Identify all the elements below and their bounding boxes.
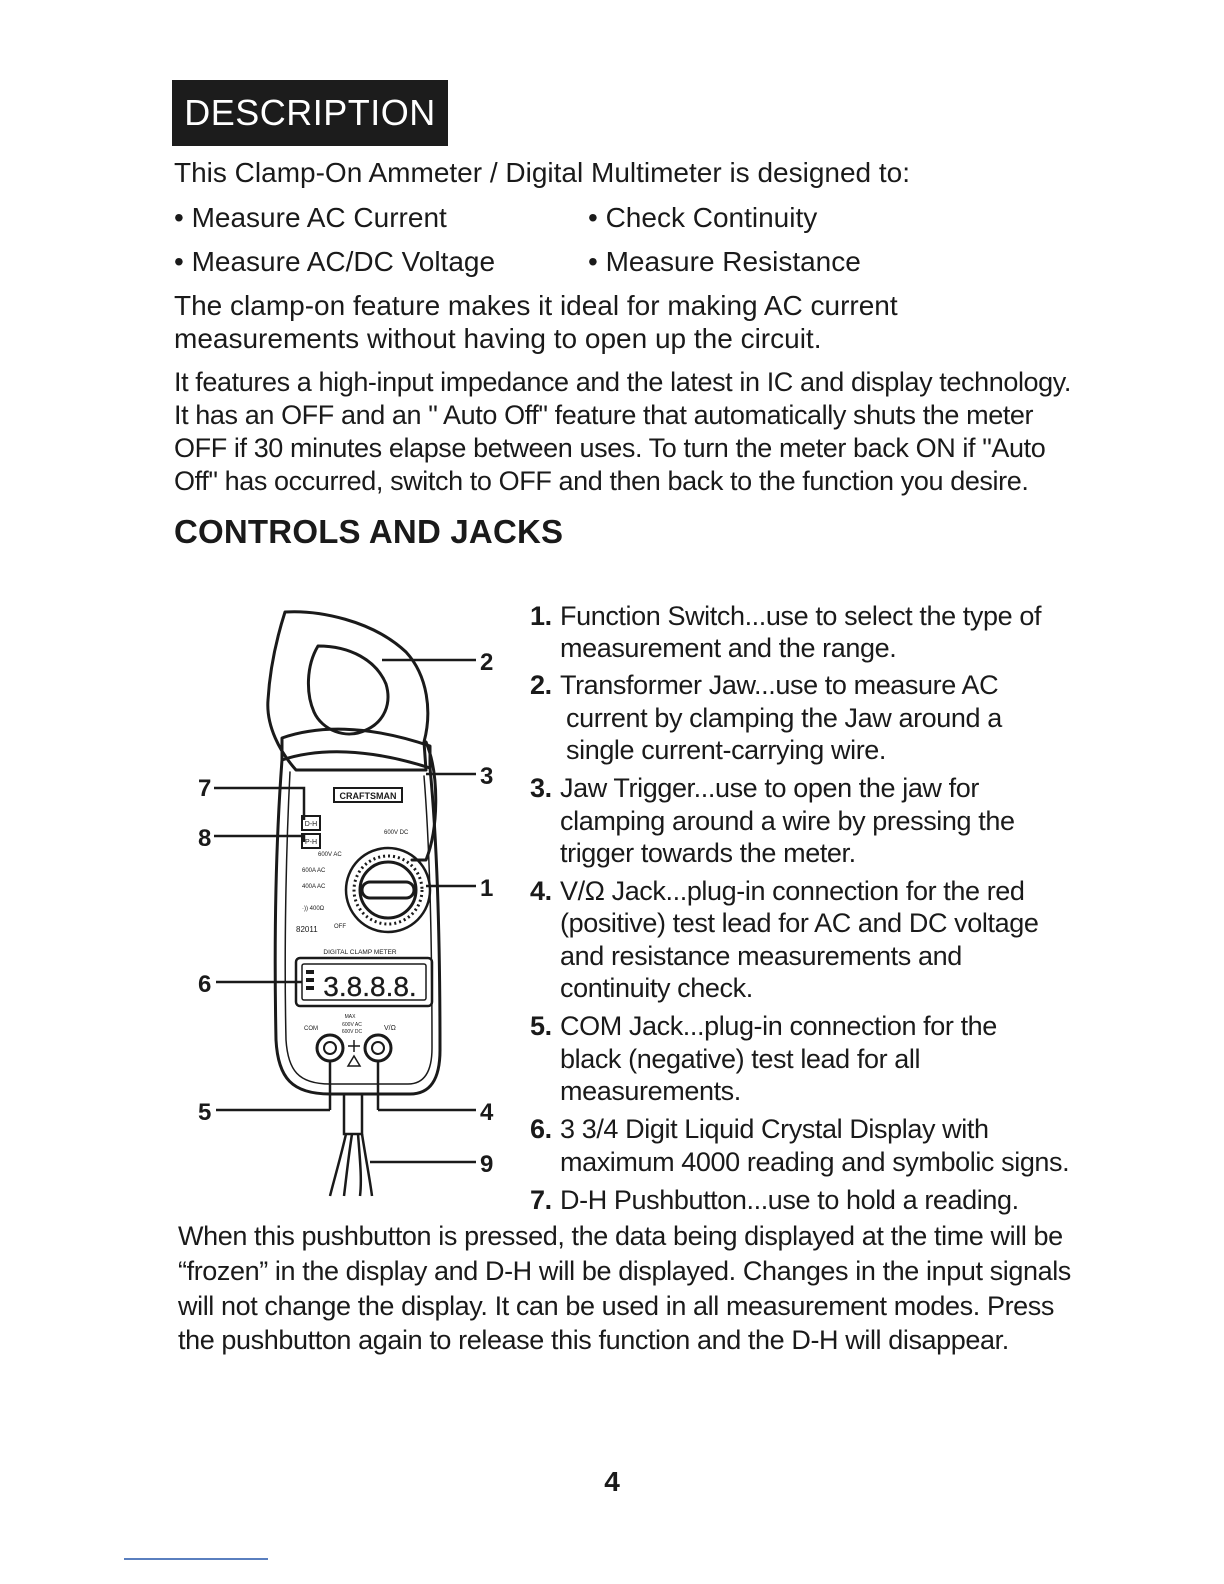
feature-measure-ac-current: • Measure AC Current — [174, 202, 447, 233]
warning-icon — [348, 1056, 360, 1066]
control-3-line: trigger towards the meter. — [560, 838, 856, 868]
control-number-4: 4. — [530, 876, 552, 906]
jaw-band — [282, 729, 430, 768]
callout-3: 3 — [480, 763, 494, 790]
clamp-text-line: measurements without having to open up the circuit. — [174, 323, 822, 354]
page-number: 4 — [604, 1466, 620, 1497]
function-switch — [346, 848, 430, 932]
callout-7: 7 — [198, 775, 212, 802]
control-4-line: (positive) test lead for AC and DC voltage — [560, 908, 1039, 938]
control-6-line: maximum 4000 reading and symbolic signs. — [560, 1147, 1070, 1177]
features-text-line: Off" has occurred, switch to OFF and then back to the function you desire. — [174, 466, 1029, 496]
footer-rule — [124, 1558, 268, 1560]
com-jack — [317, 1035, 343, 1061]
control-6-line: 3 3/4 Digit Liquid Crystal Display with — [560, 1114, 989, 1144]
control-3-line: clamping around a wire by pressing the — [560, 806, 1015, 836]
callout-8: 8 — [198, 825, 212, 852]
callout-1: 1 — [480, 875, 494, 902]
meter-name-label: DIGITAL CLAMP METER — [323, 949, 397, 956]
control-number-3: 3. — [530, 773, 552, 803]
features-text-line: It features a high-input impedance and the latest in IC and display technology. — [174, 367, 1071, 397]
feature-measure-acdc-voltage: • Measure AC/DC Voltage — [174, 246, 496, 277]
feature-check-continuity: • Check Continuity — [588, 202, 818, 233]
com-jack-label: COM — [304, 1026, 318, 1032]
control-number-7: 7. — [530, 1185, 552, 1215]
transformer-jaw — [268, 612, 428, 770]
control-5-line: COM Jack...plug-in connection for the — [560, 1011, 997, 1041]
callout-9: 9 — [480, 1151, 494, 1178]
jaw-opening — [308, 646, 388, 734]
control-2-line: Transformer Jaw...use to measure AC — [560, 670, 999, 700]
control-5-line: measurements. — [560, 1076, 741, 1106]
volt-ohm-jack — [365, 1035, 391, 1061]
max-dc-label: 600V DC — [341, 1029, 363, 1035]
control-4-line: and resistance measurements and — [560, 941, 962, 971]
max-ac-label: 600V AC — [342, 1022, 362, 1028]
callout-6: 6 — [198, 971, 212, 998]
control-2-line: current by clamping the Jaw around a — [566, 703, 1002, 733]
brand-label: CRAFTSMAN — [339, 791, 397, 801]
dial-label-400-ohm: ·)) 400Ω — [302, 906, 325, 912]
features-text-line: OFF if 30 minutes elapse between uses. To turn the meter back ON if "Auto — [174, 433, 1046, 463]
dial-label-600v-ac: 600V AC — [318, 852, 342, 858]
dh-text-line: will not change the display. It can be used in all measurement modes. Press — [178, 1291, 1054, 1321]
control-7-line: D-H Pushbutton...use to hold a reading. — [560, 1185, 1019, 1215]
test-leads — [330, 1061, 378, 1196]
control-number-1: 1. — [530, 601, 552, 631]
control-5-line: black (negative) test lead for all — [560, 1044, 921, 1074]
controls-heading: CONTROLS AND JACKS — [174, 513, 564, 550]
dh-text-line: the pushbutton again to release this function and the D-H will disappear. — [178, 1325, 1009, 1355]
dial-label-600a-ac: 600A AC — [302, 868, 326, 874]
dh-button-label: D-H — [304, 821, 318, 828]
volt-ohm-jack-label: V/Ω — [384, 1025, 396, 1032]
control-1-line: Function Switch...use to select the type of — [560, 601, 1042, 631]
control-3-line: Jaw Trigger...use to open the jaw for — [560, 773, 979, 803]
intro-lead: This Clamp-On Ammeter / Digital Multimeter is designed to: — [174, 157, 911, 188]
dh-text-line: “frozen” in the display and D-H will be displayed. Changes in the input signals — [178, 1256, 1071, 1286]
callout-2: 2 — [480, 649, 494, 676]
control-number-6: 6. — [530, 1114, 552, 1144]
control-2-line: single current-carrying wire. — [566, 735, 887, 765]
clamp-text-line: The clamp-on feature makes it ideal for making AC current — [174, 290, 898, 321]
model-number: 82011 — [296, 925, 318, 934]
max-label: MAX — [344, 1014, 356, 1020]
callout-4: 4 — [480, 1099, 494, 1126]
control-number-5: 5. — [530, 1011, 552, 1041]
ph-button-label: P-H — [304, 839, 318, 846]
dh-text-line: When this pushbutton is pressed, the data being displayed at the time will be — [178, 1221, 1063, 1251]
dial-label-600v-dc: 600V DC — [384, 830, 409, 836]
control-1-line: measurement and the range. — [560, 633, 897, 663]
callout-5: 5 — [198, 1099, 212, 1126]
control-number-2: 2. — [530, 670, 552, 700]
dial-label-off: OFF — [334, 924, 346, 930]
lcd-reading: 3.8.8.8. — [323, 971, 417, 1002]
feature-measure-resistance: • Measure Resistance — [588, 246, 861, 277]
features-text-line: It has an OFF and an " Auto Off" feature that automatically shuts the meter — [174, 400, 1034, 430]
dial-label-400a-ac: 400A AC — [302, 884, 326, 890]
control-4-line: V/Ω Jack...plug-in connection for the red — [560, 876, 1025, 906]
control-4-line: continuity check. — [560, 973, 753, 1003]
description-banner: DESCRIPTION — [172, 80, 448, 146]
